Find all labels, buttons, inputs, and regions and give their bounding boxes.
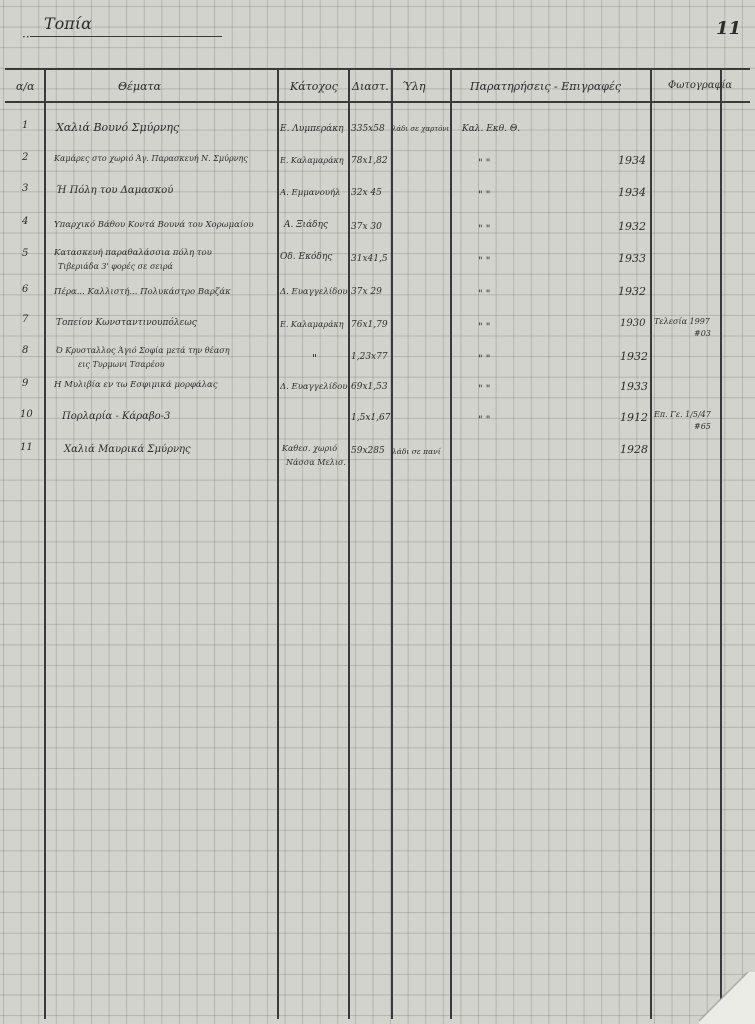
row-owner: Α. Εμμανουήλ <box>280 188 341 198</box>
header-subject: Θέματα <box>118 80 162 93</box>
row-number: 1 <box>22 120 29 131</box>
header-number: α/α <box>16 80 35 93</box>
column-rule-5 <box>450 68 452 1019</box>
header-notes: Παρατηρήσεις - Επιγραφές <box>470 80 622 93</box>
row-year: 1928 <box>620 443 648 456</box>
row-dimensions: 37x 30 <box>351 222 382 232</box>
row-subject: Χαλιά Βουνό Σμύρνης <box>56 121 180 134</box>
row-owner: Δ. Ευαγγελίδου <box>280 382 348 392</box>
row-subject: Καμάρες στο χωριό Άγ. Παρασκευή Ν. Σμύρνης <box>54 154 248 163</box>
row-subject: Τοπείον Κωνσταντινουπόλεως <box>56 318 197 328</box>
row-subject: Η Μυλιβία εν τω Εσφιμικά μορφάλας <box>54 380 218 390</box>
page-number: 11 <box>716 18 742 39</box>
row-ditto: " " <box>478 190 491 201</box>
row-ditto: " " <box>478 256 491 267</box>
row-subject: Κατασκευή παραθαλάσσια πόλη του <box>54 248 212 258</box>
row-material: λάδι σε πανί <box>392 447 441 456</box>
row-notes: Καλ. Εκθ. Θ. <box>462 124 521 134</box>
margin-dots: ·· <box>22 30 30 44</box>
row-dimensions: 69x1,53 <box>351 382 388 392</box>
header-owner: Κάτοχος <box>290 80 338 93</box>
row-owner: Δ. Ευαγγελίδου <box>280 287 348 297</box>
row-owner: Ε. Καλαμαράκη <box>280 320 344 329</box>
table-top-rule <box>5 68 750 70</box>
row-dimensions: 78x1,82 <box>351 156 388 166</box>
row-number: 9 <box>22 378 29 389</box>
row-owner: Ε. Λυμπεράκη <box>280 124 344 134</box>
row-subject-line2: Τιβεριάδα 3' φορές σε σειρά <box>58 262 173 271</box>
row-dimensions: 59x285 <box>351 446 385 456</box>
row-number: 3 <box>22 183 29 194</box>
row-dimensions: 31x41,5 <box>351 254 388 264</box>
column-rule-6 <box>650 68 652 1019</box>
row-year: 1934 <box>618 154 646 167</box>
row-photo: Τελεσία 1997 <box>654 317 710 326</box>
row-year: 1934 <box>618 186 646 199</box>
row-material: λάδι σε χαρτόνι <box>392 125 450 133</box>
title-underline <box>30 36 222 37</box>
column-rule-3 <box>348 68 350 1019</box>
row-photo: Επ. Γε. 1/5/47 <box>654 410 711 419</box>
header-dimensions: Διαστ. <box>352 80 389 93</box>
row-year: 1930 <box>620 318 646 329</box>
row-year: 1933 <box>620 380 648 393</box>
row-subject: Υπαρχικό Βάθου Κοντά Βουνά του Χορωμαίου <box>54 220 254 230</box>
row-owner: Ε. Καλαμαράκη <box>280 156 344 165</box>
row-owner: Καθεσ. χωριό <box>282 444 338 453</box>
row-number: 8 <box>22 345 29 356</box>
row-ditto: " " <box>478 224 491 235</box>
row-subject: Πέρα... Καλλιστή... Πολυκάστρο Βαρζάκ <box>54 287 231 297</box>
column-rule-4 <box>391 68 393 1019</box>
row-subject-line2: εις Τυρμωνι Τσαρέου <box>78 360 165 369</box>
row-year: 1932 <box>620 350 648 363</box>
row-subject: Χαλιά Μαυρικά Σμύρνης <box>64 444 191 455</box>
row-photo-line2: #65 <box>694 422 711 431</box>
row-dimensions: 32x 45 <box>351 188 382 198</box>
row-number: 10 <box>20 409 33 420</box>
header-material: Ύλη <box>402 80 426 93</box>
row-year: 1932 <box>618 285 646 298</box>
header-photo: Φωτογραφία <box>668 80 733 91</box>
row-ditto: " " <box>478 289 491 300</box>
row-dimensions: 1,23x77 <box>351 352 388 362</box>
document-title: Τοπία <box>44 14 92 33</box>
row-owner: " <box>312 352 318 365</box>
folded-corner <box>699 972 755 1024</box>
row-dimensions: 1,5x1,67 <box>351 413 391 423</box>
row-ditto: " " <box>478 354 491 365</box>
row-number: 4 <box>22 216 29 227</box>
row-dimensions: 76x1,79 <box>351 320 388 330</box>
row-owner-line2: Νάσσα Μελισ. <box>286 458 346 467</box>
column-rule-1 <box>44 68 46 1019</box>
row-subject: Ό Κρυσταλλος Άγιό Σοφία μετά την θέαση <box>56 346 230 355</box>
row-number: 5 <box>22 248 29 259</box>
row-ditto: " " <box>478 158 491 169</box>
header-bottom-rule <box>5 101 750 103</box>
row-ditto: " " <box>478 384 491 395</box>
row-year: 1912 <box>620 411 648 424</box>
row-photo-line2: #03 <box>694 329 711 338</box>
row-ditto: " " <box>478 415 491 426</box>
row-number: 7 <box>22 314 29 325</box>
row-number: 2 <box>22 152 29 163</box>
row-owner: Α. Ξιάδης <box>284 220 329 230</box>
row-dimensions: 37x 29 <box>351 287 382 297</box>
row-subject: Ή Πόλη του Δαμασκού <box>56 185 174 196</box>
row-ditto: " " <box>478 322 491 333</box>
row-owner: Οδ. Εκόδης <box>280 252 333 262</box>
row-number: 6 <box>22 284 29 295</box>
column-rule-7 <box>720 68 722 1019</box>
row-number: 11 <box>20 442 33 453</box>
column-rule-2 <box>277 68 279 1019</box>
row-year: 1933 <box>618 252 646 265</box>
row-year: 1932 <box>618 220 646 233</box>
row-subject: Πορλαρία - Κάραβο-3 <box>62 411 171 422</box>
row-dimensions: 335x58 <box>351 124 385 134</box>
